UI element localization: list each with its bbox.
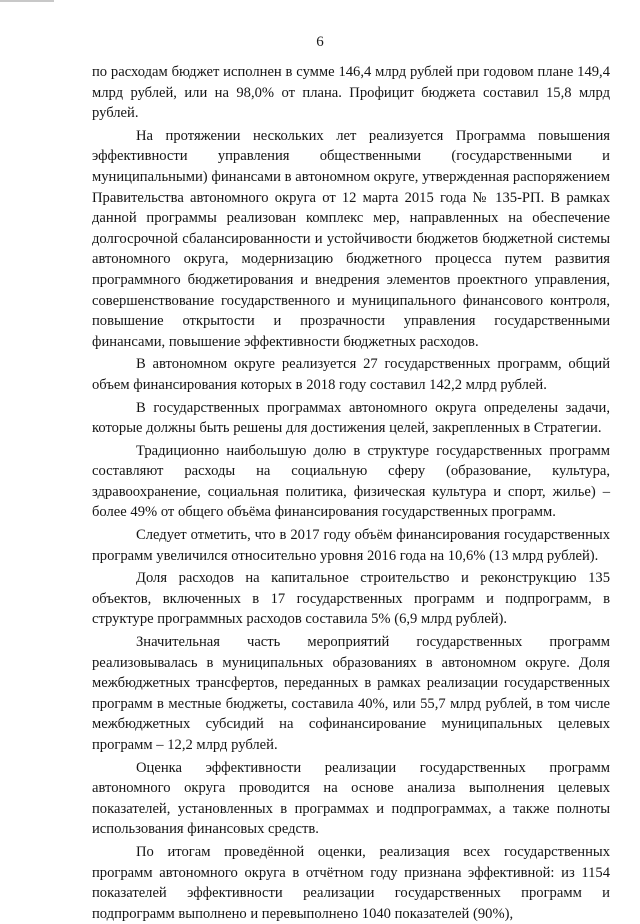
page-number: 6 <box>316 34 324 50</box>
paragraph-5: Традиционно наибольшую долю в структуре государственных программ составляют расходы на социальную сферу (образование, культура, здравоохранение, социальная политика, физическая культура и спорт, жилье) – более 49% от общего объёма финансирования государственных программ. <box>92 442 610 521</box>
paragraph-9: Оценка эффективности реализации государственных программ автономного округа проводится на основе анализа выполнения целевых показателей, установленных в программах и подпрограммах, а также полноты использования финансовых средств. <box>92 759 610 838</box>
paragraph-10: По итогам проведённой оценки, реализация всех государственных программ автономного округа в отчётном году признана эффективной: из 1154 показателей эффективности реализации государственных программ и подпрограмм выполнено и перевыполнено 1040 показателей (90%), <box>92 843 610 922</box>
document-body <box>92 62 610 924</box>
paragraph-6: Следует отметить, что в 2017 году объём финансирования государственных программ увеличился относительно уровня 2016 года на 10,6% (13 млрд рублей). <box>92 527 610 564</box>
paragraph-1: по расходам бюджет исполнен в сумме 146,4 млрд рублей при годовом плане 149,4 млрд рублей, или на 98,0% от плана. Профицит бюджета составил 15,8 млрд рублей. <box>92 64 610 122</box>
paragraph-3: В автономном округе реализуется 27 государственных программ, общий объем финансирования которых в 2018 году составил 142,2 млрд рублей. <box>92 356 610 393</box>
scan-edge-mark <box>0 0 54 2</box>
paragraph-7: Доля расходов на капитальное строительство и реконструкцию 135 объектов, включенных в 17 государственных программ и подпрограмм, в структуре программных расходов составила 5% (6,9 млрд рублей). <box>92 570 610 628</box>
paragraph-2: На протяжении нескольких лет реализуется Программа повышения эффективности управления общественными (государственными и муниципальными) финансами в автономном округе, утвержденная распоряжением Правительства автономного округа от 12 марта 2015 года № 135-РП. В рамках данной программы реализован комплекс мер, направленных на обеспечение долгосрочной сбалансированности и устойчивости бюджетов бюджетной системы автономного округа, модернизацию бюджетного процесса путем развития программного бюджетирования и внедрения элементов проектного управления, совершенствование государственного и муниципального финансового контроля, повышение открытости и прозрачности управления государственными финансами, повышение эффективности бюджетных расходов. <box>92 127 610 350</box>
paragraph-8: Значительная часть мероприятий государственных программ реализовывалась в муниципальных образованиях в автономном округе. Доля межбюджетных трансфертов, переданных в рамках реализации государственных программ в местные бюджеты, составила 40%, или 55,7 млрд рублей, в том числе межбюджетных субсидий на софинансирование муниципальных целевых программ – 12,2 млрд рублей. <box>92 634 610 753</box>
paragraph-4: В государственных программах автономного округа определены задачи, которые должны быть решены для достижения целей, закрепленных в Стратегии. <box>92 399 610 437</box>
